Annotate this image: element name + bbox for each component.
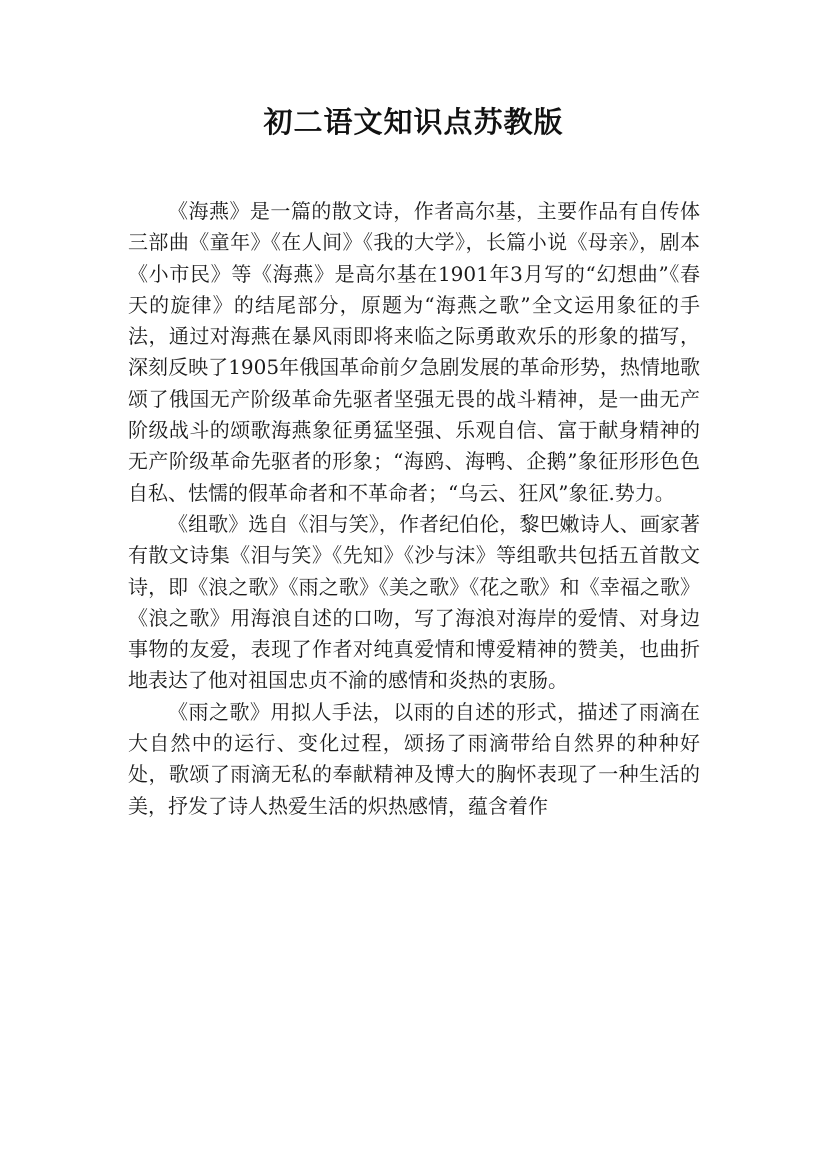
document-body <box>128 196 700 822</box>
paragraph-haiyan: 《海燕》是一篇的散文诗，作者高尔基，主要作品有自传体三部曲《童年》《在人间》《我的大学》，长篇小说《母亲》，剧本《小市民》等《海燕》是高尔基在1901年3月写的“幻想曲”《春天的旋律》的结尾部分，原题为“海燕之歌”全文运用象征的手法，通过对海燕在暴风雨即将来临之际勇敢欢乐的形象的描写，深刻反映了1905年俄国革命前夕急剧发展的革命形势，热情地歌颂了俄国无产阶级革命先驱者坚强无畏的战斗精神，是一曲无产阶级战斗的颂歌海燕象征勇猛坚强、乐观自信、富于献身精神的无产阶级革命先驱者的形象；“海鸥、海鸭、企鹅”象征形形色色自私、怯懦的假革命者和不革命者；“乌云、狂风”象征.势力。 <box>128 199 700 505</box>
paragraph-yuzhige: 《雨之歌》用拟人手法，以雨的自述的形式，描述了雨滴在大自然中的运行、变化过程，颂扬了雨滴带给自然界的种种好处，歌颂了雨滴无私的奉献精神及博大的胸怀表现了一种生活的美，抒发了诗人热爱生活的炽热感情，蕴含着作 <box>128 699 700 818</box>
document-title: 初二语文知识点苏教版 <box>263 105 564 139</box>
paragraph-zuge: 《组歌》选自《泪与笑》，作者纪伯伦，黎巴嫩诗人、画家著有散文诗集《泪与笑》《先知》《沙与沫》等组歌共包括五首散文诗，即《浪之歌》《雨之歌》《美之歌》《花之歌》和《幸福之歌》《浪之歌》用海浪自述的口吻，写了海浪对海岸的爱情、对身边事物的友爱，表现了作者对纯真爱情和博爱精神的赞美，也曲折地表达了他对祖国忠贞不渝的感情和炎热的衷肠。 <box>128 511 700 693</box>
